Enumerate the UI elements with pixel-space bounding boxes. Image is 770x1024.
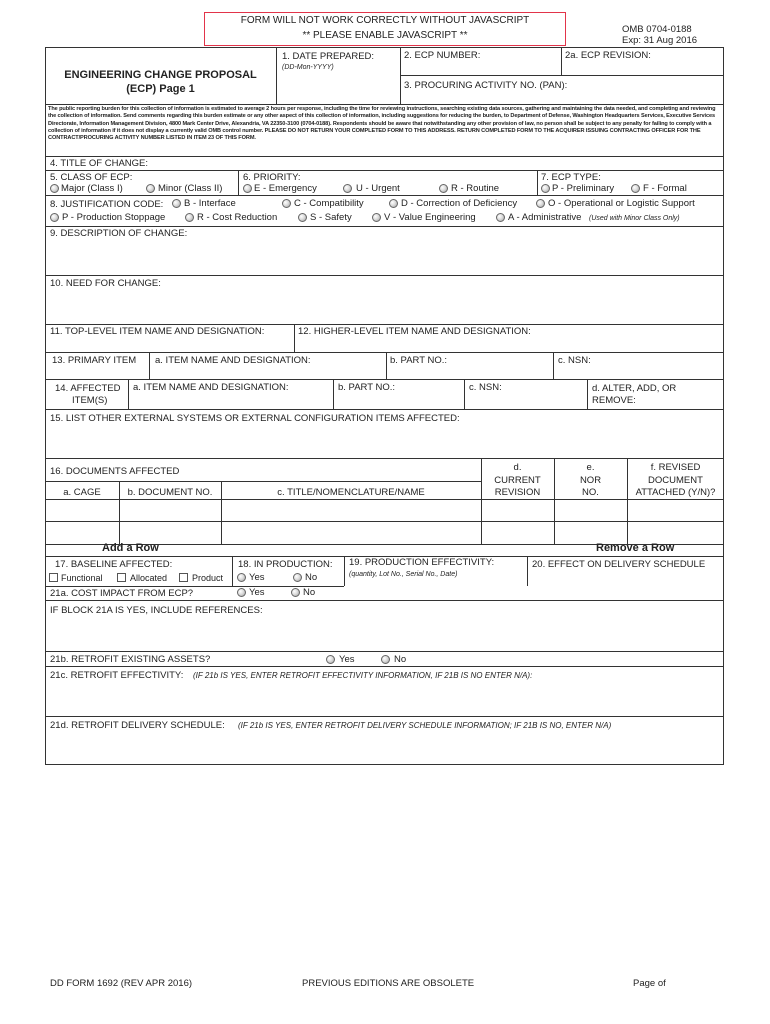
cost-impact-yes-label: Yes — [249, 587, 265, 598]
ecp-revision-label: 2a. ECP REVISION: — [565, 50, 651, 61]
just-v-label: V - Value Engineering — [384, 212, 476, 223]
cost-references-field[interactable] — [46, 618, 723, 650]
affected-items-label-2: ITEM(S) — [72, 395, 108, 406]
retrofit-assets-label: 21b. RETROFIT EXISTING ASSETS? — [50, 654, 211, 665]
just-c-radio[interactable] — [282, 199, 291, 208]
class-minor-radio[interactable] — [146, 184, 155, 193]
cost-impact-yes-radio[interactable] — [237, 588, 246, 597]
need-for-change-field[interactable] — [46, 290, 723, 323]
need-for-change-label: 10. NEED FOR CHANGE: — [50, 278, 161, 289]
baseline-product-label: Product — [192, 573, 224, 583]
cost-impact-label: 21a. COST IMPACT FROM ECP? — [50, 588, 194, 599]
form-title-line-1: ENGINEERING CHANGE PROPOSAL — [64, 69, 257, 81]
baseline-functional-checkbox[interactable] — [49, 573, 58, 582]
external-systems-field[interactable] — [46, 426, 723, 457]
in-production-yes-radio[interactable] — [237, 573, 246, 582]
just-a-note: (Used with Minor Class Only) — [589, 215, 680, 222]
priority-urgent-radio[interactable] — [343, 184, 352, 193]
baseline-product-checkbox[interactable] — [179, 573, 188, 582]
just-o-radio[interactable] — [536, 199, 545, 208]
class-major-label: Major (Class I) — [61, 183, 123, 194]
doc-number-header: b. DOCUMENT NO. — [127, 487, 213, 498]
cost-impact-no-label: No — [303, 587, 316, 598]
retrofit-delivery-hint: (IF 21b IS YES, ENTER RETROFIT DELIVERY SCHEDULE INFORMATION; IF 21B IS NO, ENTER N/A) — [238, 721, 612, 730]
retrofit-effectivity-label: 21c. RETROFIT EFFECTIVITY: — [50, 670, 184, 681]
doc-revised-header-2: DOCUMENT — [648, 475, 703, 486]
doc-revised-header-3: ATTACHED (Y/N)? — [635, 487, 716, 498]
burden-statement: The public reporting burden for this collection of information is estimated to average 2 hours per response, including the time for reviewing instructions, searching existing data sources, gathering and maintaining the data needed, and completing and reviewing the collection of information. Send comments regarding this burden estimate or any other aspect of this collection of information, including suggestions for reducing the burden, to Department of Defense, Washington Headquarters Services, Executive Services Directorate, Information Management Division, 4800 Mark Center Drive, Alexandria, VA 22350-3100 (0704-0188). Respondents should be aware that notwithstanding any other provision of law, no person shall be subject to any penalty for failing to comply with a collection of information if it does not display a currently valid OMB control number. PLEASE DO NOT RETURN YOUR COMPLETED FORM TO THIS ADDRESS. RETURN COMPLETED FORM TO THE ACQUIRER ISSUING CONTRACTING OFFICER FOR THE CONTRACT/PROCURING ACTIVITY NUMBER LISTED IN ITEM 23 OF THIS FORM. — [48, 106, 716, 142]
cost-references-label: IF BLOCK 21A IS YES, INCLUDE REFERENCES: — [50, 605, 263, 616]
just-p-radio[interactable] — [50, 213, 59, 222]
just-s-label: S - Safety — [310, 212, 352, 223]
doc-revised-header-1: f. REVISED — [650, 462, 701, 473]
date-prepared-label: 1. DATE PREPARED: — [282, 51, 375, 62]
affected-items-label-1: 14. AFFECTED — [55, 383, 121, 394]
remove-row-button[interactable]: Remove a Row — [596, 542, 675, 554]
just-d-label: D - Correction of Deficiency — [401, 198, 518, 209]
retrofit-no-radio[interactable] — [381, 655, 390, 664]
doc-nor-header-1: e. — [586, 462, 595, 473]
cost-impact-no-radio[interactable] — [291, 588, 300, 597]
doc-nor-header-3: NO. — [582, 487, 599, 498]
retrofit-yes-label: Yes — [339, 654, 355, 665]
retrofit-yes-radio[interactable] — [326, 655, 335, 664]
doc-title-header: c. TITLE/NOMENCLATURE/NAME — [277, 487, 425, 498]
baseline-allocated-checkbox[interactable] — [117, 573, 126, 582]
doc-current-rev-header-3: REVISION — [494, 487, 541, 498]
ecp-type-preliminary-radio[interactable] — [541, 184, 550, 193]
production-effectivity-hint: (quantity, Lot No., Serial No., Date) — [349, 571, 458, 578]
class-major-radio[interactable] — [50, 184, 59, 193]
affected-nsn-label: c. NSN: — [469, 382, 502, 393]
baseline-allocated-label: Allocated — [130, 573, 168, 583]
just-b-label: B - Interface — [184, 198, 236, 209]
just-a-radio[interactable] — [496, 213, 505, 222]
in-production-no-radio[interactable] — [293, 573, 302, 582]
primary-item-name-label: a. ITEM NAME AND DESIGNATION: — [155, 355, 311, 366]
table-row[interactable] — [46, 500, 723, 520]
retrofit-no-label: No — [394, 654, 407, 665]
higher-level-item-label: 12. HIGHER-LEVEL ITEM NAME AND DESIGNATION: — [298, 326, 531, 337]
omb-number: OMB 0704-0188 — [622, 24, 692, 35]
primary-part-no-label: b. PART NO.: — [390, 355, 448, 366]
priority-routine-label: R - Routine — [451, 183, 500, 194]
procuring-activity-label: 3. PROCURING ACTIVITY NO. (PAN): — [404, 80, 568, 91]
doc-current-rev-header-2: CURRENT — [494, 475, 541, 486]
ecp-number-label: 2. ECP NUMBER: — [404, 50, 481, 61]
page-indicator: Page of — [633, 978, 666, 989]
alter-add-remove-label-2: REMOVE: — [592, 395, 636, 406]
priority-emergency-label: E - Emergency — [254, 183, 317, 194]
just-p-label: P - Production Stoppage — [62, 212, 166, 223]
just-v-radio[interactable] — [372, 213, 381, 222]
obsolete-notice: PREVIOUS EDITIONS ARE OBSOLETE — [302, 978, 475, 989]
omb-expiration: Exp: 31 Aug 2016 — [622, 35, 698, 46]
just-c-label: C - Compatibility — [294, 198, 364, 209]
top-level-item-label: 11. TOP-LEVEL ITEM NAME AND DESIGNATION: — [50, 326, 265, 337]
retrofit-effectivity-field[interactable] — [46, 684, 723, 715]
just-a-label: A - Administrative — [508, 212, 582, 223]
in-production-label: 18. IN PRODUCTION: — [238, 559, 333, 570]
priority-routine-radio[interactable] — [439, 184, 448, 193]
ecp-type-formal-radio[interactable] — [631, 184, 640, 193]
baseline-functional-label: Functional — [61, 573, 103, 583]
documents-affected-label: 16. DOCUMENTS AFFECTED — [50, 466, 180, 477]
just-d-radio[interactable] — [389, 199, 398, 208]
form-number: DD FORM 1692 (REV APR 2016) — [50, 978, 193, 989]
affected-item-name-label: a. ITEM NAME AND DESIGNATION: — [133, 382, 289, 393]
doc-current-rev-header-1: d. — [513, 462, 522, 473]
class-of-ecp-label: 5. CLASS OF ECP: — [50, 172, 133, 183]
in-production-yes-label: Yes — [249, 572, 265, 583]
external-systems-label: 15. LIST OTHER EXTERNAL SYSTEMS OR EXTERNAL CONFIGURATION ITEMS AFFECTED: — [50, 413, 460, 424]
date-format-hint: (DD-Mon-YYYY) — [282, 64, 334, 71]
retrofit-effectivity-hint: (IF 21b IS YES, ENTER RETROFIT EFFECTIVITY INFORMATION, IF 21B IS NO ENTER N/A): — [193, 671, 533, 680]
class-minor-label: Minor (Class II) — [158, 183, 223, 194]
priority-label: 6. PRIORITY: — [243, 172, 301, 183]
title-of-change-label: 4. TITLE OF CHANGE: — [50, 158, 149, 169]
primary-item-label: 13. PRIMARY ITEM — [52, 355, 137, 366]
primary-nsn-label: c. NSN: — [558, 355, 591, 366]
doc-cage-header: a. CAGE — [63, 487, 101, 498]
description-of-change-field[interactable] — [46, 240, 723, 274]
warning-line-2: ** PLEASE ENABLE JAVASCRIPT ** — [302, 30, 468, 41]
justification-code-label: 8. JUSTIFICATION CODE: — [50, 199, 164, 210]
add-row-button[interactable]: Add a Row — [102, 542, 159, 554]
baseline-affected-label: 17. BASELINE AFFECTED: — [55, 559, 173, 570]
ecp-type-label: 7. ECP TYPE: — [541, 172, 601, 183]
just-s-radio[interactable] — [298, 213, 307, 222]
delivery-schedule-effect-label: 20. EFFECT ON DELIVERY SCHEDULE — [532, 559, 706, 570]
ecp-type-formal-label: F - Formal — [643, 183, 687, 194]
priority-emergency-radio[interactable] — [243, 184, 252, 193]
description-of-change-label: 9. DESCRIPTION OF CHANGE: — [50, 228, 188, 239]
just-b-radio[interactable] — [172, 199, 181, 208]
doc-nor-header-2: NOR — [579, 475, 602, 486]
retrofit-delivery-field[interactable] — [46, 734, 723, 764]
warning-line-1: FORM WILL NOT WORK CORRECTLY WITHOUT JAVASCRIPT — [240, 15, 530, 26]
retrofit-delivery-label: 21d. RETROFIT DELIVERY SCHEDULE: — [50, 720, 225, 731]
priority-urgent-label: U - Urgent — [356, 183, 400, 194]
just-o-label: O - Operational or Logistic Support — [548, 198, 695, 209]
form-title-line-2: (ECP) Page 1 — [126, 83, 195, 95]
production-effectivity-label: 19. PRODUCTION EFFECTIVITY: — [349, 557, 495, 568]
just-r-radio[interactable] — [185, 213, 194, 222]
just-r-label: R - Cost Reduction — [197, 212, 278, 223]
alter-add-remove-label-1: d. ALTER, ADD, OR — [592, 383, 677, 394]
in-production-no-label: No — [305, 572, 318, 583]
table-row[interactable] — [46, 522, 723, 543]
ecp-type-preliminary-label: P - Preliminary — [552, 183, 615, 194]
affected-part-no-label: b. PART NO.: — [338, 382, 396, 393]
